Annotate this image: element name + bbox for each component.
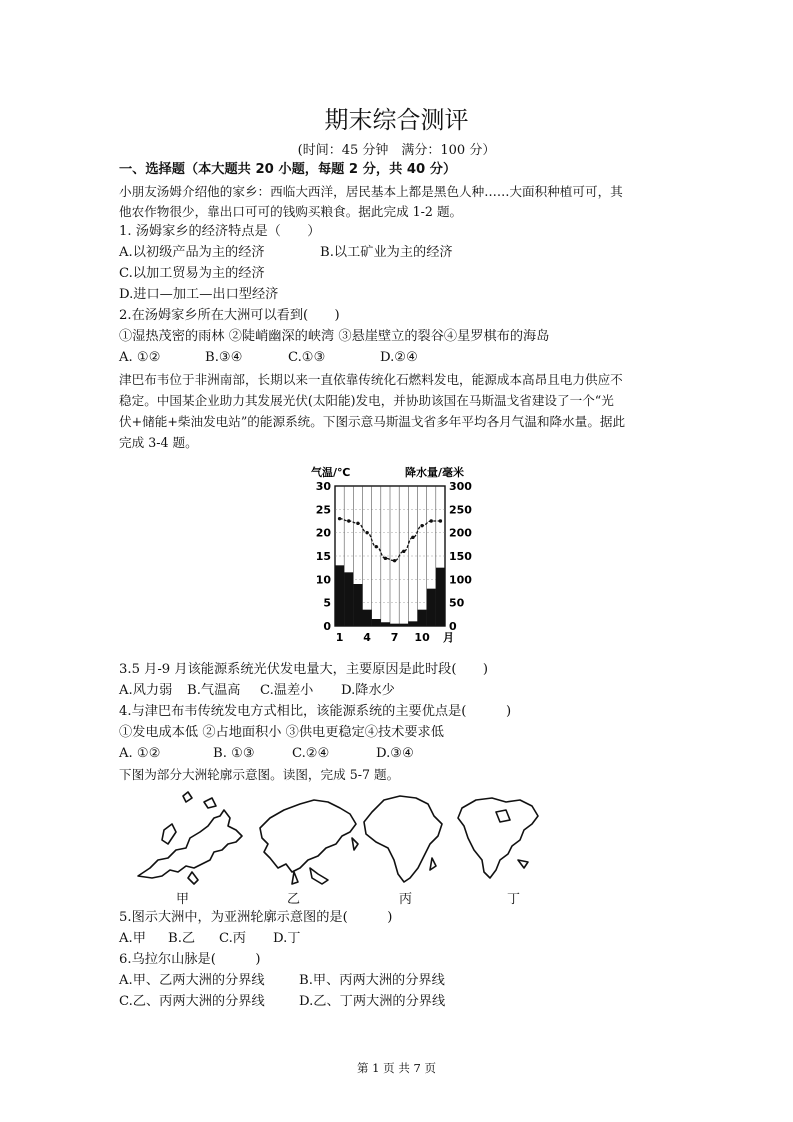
option: A.甲 — [119, 931, 146, 946]
precip-tick-label: 250 — [449, 503, 472, 517]
exam-info: (时间：45 分钟 满分：100 分） — [297, 143, 496, 158]
temperature-point — [347, 519, 350, 522]
option: D.丁 — [273, 931, 301, 946]
continent-jia-outline — [138, 792, 242, 884]
passage-line: 完成 3-4 题。 — [119, 435, 198, 450]
option: B.以工矿业为主的经济 — [320, 245, 453, 260]
option: C.温差小 — [260, 683, 314, 698]
temp-tick-label: 10 — [315, 573, 331, 587]
climate-chart — [305, 460, 490, 650]
passage-line: 稳定。中国某企业助力其发展光伏(太阳能)发电，并协助该国在马斯温戈省建设了一个“光 — [119, 393, 614, 408]
continent-yi-outline — [260, 800, 358, 884]
continent-ding-outline — [458, 798, 538, 878]
precip-bar — [372, 619, 381, 626]
temperature-point — [402, 550, 405, 553]
passage-line: 他农作物很少，靠出口可可的钱购买粮食。据此完成 1-2 题。 — [119, 204, 463, 219]
continent-label: 丙 — [399, 892, 413, 907]
continent-bing-outline — [364, 796, 442, 882]
precip-tick-label: 100 — [449, 573, 472, 587]
month-tick-label: 10 — [414, 631, 430, 644]
option: A. ①② — [119, 350, 161, 365]
option: D.降水少 — [341, 683, 395, 698]
precip-tick-label: 150 — [449, 550, 472, 563]
temperature-point — [411, 536, 414, 539]
option: A. ①② — [119, 746, 161, 761]
option: C.乙、丙两大洲的分界线 — [119, 994, 265, 1009]
question-stem: 6.乌拉尔山脉是( ) — [119, 952, 261, 967]
temp-tick-label: 25 — [315, 503, 331, 517]
month-tick-label: 1 — [335, 631, 344, 644]
option: D.进口—加工—出口型经济 — [119, 287, 279, 302]
precip-bar — [381, 622, 390, 626]
passage-line: 伏+储能+柴油发电站”的能源系统。下图示意马斯温戈省多年平均各月气温和降水量。据此 — [119, 414, 626, 429]
section-heading: 一、选择题（本大题共 20 小题，每题 2 分，共 40 分） — [119, 162, 457, 177]
question-stem: 4.与津巴布韦传统发电方式相比，该能源系统的主要优点是( ) — [119, 704, 512, 719]
precip-bar — [399, 624, 408, 626]
temperature-point — [393, 559, 396, 562]
month-unit-label: 月 — [443, 631, 454, 644]
precip-tick-label: 50 — [449, 596, 465, 610]
left-axis-label: 气温/℃ — [311, 466, 351, 479]
temperature-point — [365, 531, 368, 534]
page-title: 期末综合测评 — [324, 106, 469, 134]
temp-tick-label: 30 — [315, 480, 331, 493]
option: D.③④ — [376, 746, 414, 761]
option: B.乙 — [168, 931, 196, 946]
option: B.甲、丙两大洲的分界线 — [299, 973, 445, 988]
temperature-point — [356, 522, 359, 525]
question-stem: 1. 汤姆家乡的经济特点是（ ） — [119, 224, 321, 239]
option: B. ①③ — [213, 746, 255, 761]
continent-label: 甲 — [176, 892, 190, 907]
option: C.以加工贸易为主的经济 — [119, 266, 265, 281]
precip-tick-label: 300 — [449, 480, 472, 493]
option: A.风力弱 — [119, 683, 173, 698]
precip-bar — [353, 584, 362, 626]
option: A.甲、乙两大洲的分界线 — [119, 973, 265, 988]
precip-bar — [363, 610, 372, 626]
temperature-point — [420, 524, 423, 527]
precip-bar — [427, 589, 436, 626]
question-items: ①发电成本低 ②占地面积小 ③供电更稳定④技术要求低 — [119, 725, 444, 740]
precip-tick-label: 0 — [449, 620, 457, 633]
option: C.②④ — [292, 746, 330, 761]
temperature-point — [430, 519, 433, 522]
temperature-point — [439, 519, 442, 522]
right-axis-label: 降水量/毫米 — [405, 466, 465, 479]
temp-tick-label: 20 — [315, 526, 331, 540]
option: A.以初级产品为主的经济 — [119, 245, 265, 260]
precip-bar — [418, 610, 427, 626]
option: D.②④ — [380, 350, 418, 365]
temperature-point — [384, 557, 387, 560]
option: D.乙、丁两大洲的分界线 — [299, 994, 446, 1009]
month-tick-label: 4 — [363, 631, 371, 644]
passage-line: 小朋友汤姆介绍他的家乡：西临大西洋，居民基本上都是黑色人种……大面积种植可可，其 — [119, 184, 623, 199]
question-stem: 5.图示大洲中，为亚洲轮廓示意图的是( ) — [119, 910, 393, 925]
continent-label: 丁 — [507, 892, 521, 907]
temperature-point — [338, 517, 341, 520]
precip-bar — [344, 572, 353, 626]
option: C.①③ — [288, 350, 326, 365]
option: B.气温高 — [187, 683, 241, 698]
precip-bar — [408, 621, 417, 626]
temp-tick-label: 15 — [315, 550, 331, 563]
temp-tick-label: 5 — [323, 596, 331, 610]
question-stem: 2.在汤姆家乡所在大洲可以看到( ) — [119, 308, 340, 323]
month-tick-label: 7 — [390, 631, 399, 644]
question-stem: 3.5 月-9 月该能源系统光伏发电量大，主要原因是此时段( ) — [119, 662, 488, 677]
temperature-point — [375, 545, 378, 548]
question-items: ①湿热茂密的雨林 ②陡峭幽深的峡湾 ③悬崖壁立的裂谷④星罗棋布的海岛 — [119, 329, 550, 344]
passage-line: 津巴布韦位于非洲南部，长期以来一直依靠传统化石燃料发电，能源成本高昂且电力供应不 — [119, 372, 623, 387]
precip-bar — [335, 565, 344, 626]
precip-bar — [436, 568, 445, 626]
precip-bar — [390, 624, 399, 626]
passage-line: 下图为部分大洲轮廓示意图。读图，完成 5-7 题。 — [119, 767, 400, 782]
continent-label: 乙 — [287, 892, 301, 907]
temp-tick-label: 0 — [323, 620, 331, 633]
continent-outlines — [128, 788, 568, 888]
option: C.丙 — [219, 931, 246, 946]
precip-tick-label: 200 — [449, 526, 472, 540]
page-number: 第 1 页 共 7 页 — [357, 1061, 436, 1075]
option: B.③④ — [205, 350, 243, 365]
